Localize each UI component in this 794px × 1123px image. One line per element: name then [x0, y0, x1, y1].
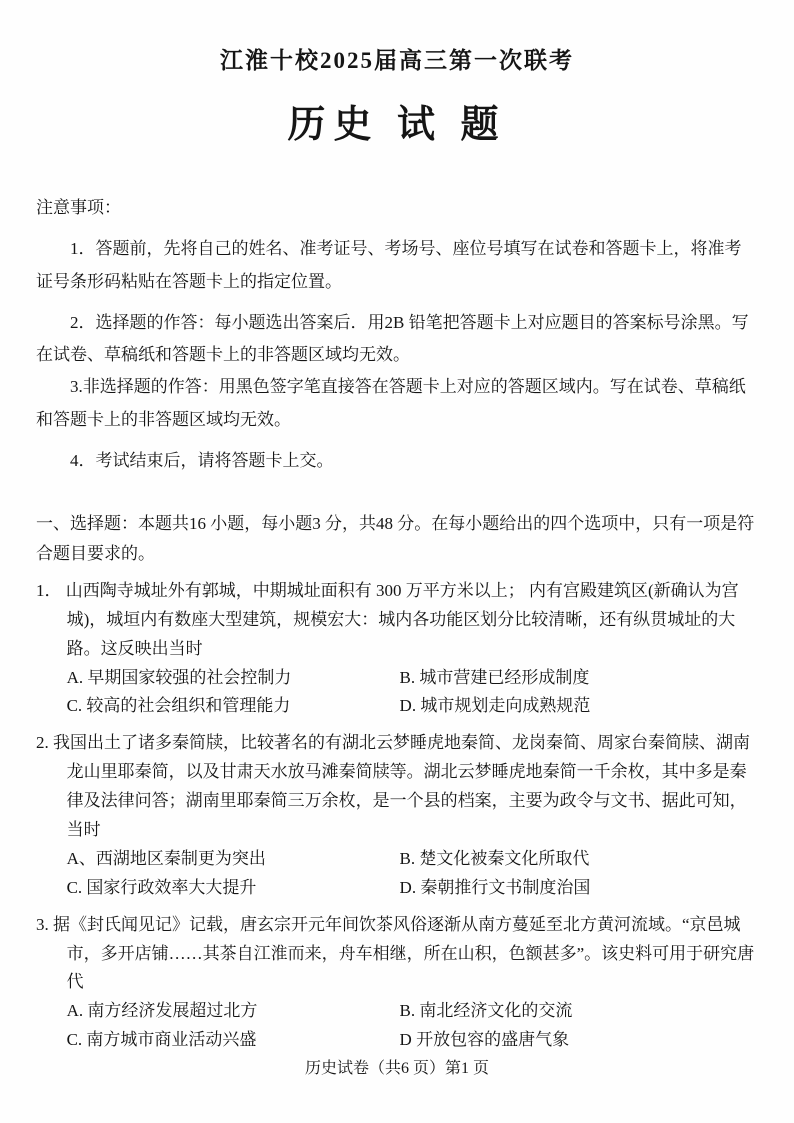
question-1-options	[36, 664, 758, 722]
question-2	[36, 729, 758, 902]
question-3-option-c: C. 南方城市商业活动兴盛	[66, 1030, 257, 1050]
question-1-option-c: C. 较高的社会组织和管理能力	[66, 696, 291, 716]
section-heading: 一、选择题：本题共16 小题，每小题3 分，共48 分。在每小题给出的四个选项中，只有一项是符合题目要求的。	[36, 514, 755, 564]
question-3-stem: 3. 据《封氏闻见记》记载，唐玄宗开元年间饮茶风俗逐渐从南方蔓延至北方黄河流域。“京邑城市，多开店铺……其茶自江淮而来，舟车相继，所在山积，色额甚多”。该史料可用于研究唐代	[36, 914, 755, 992]
question-3	[36, 911, 758, 1055]
question-1	[36, 577, 758, 721]
question-1-option-b: B. 城市营建已经形成制度	[399, 667, 590, 687]
notice-item-3: 3.非选择题的作答：用黑色签字笔直接答在答题卡上对应的答题区域内。写在试卷、草稿纸和答题卡上的非答题区域均无效。	[36, 377, 746, 429]
question-2-option-d: D. 秦朝推行文书制度治国	[399, 877, 591, 897]
notice-item-1: 1．答题前，先将自己的姓名、准考证号、考场号、座位号填写在试卷和答题卡上，将准考证号条形码粘贴在答题卡上的指定位置。	[36, 239, 742, 291]
question-2-option-c: C. 国家行政效率大大提升	[66, 877, 257, 897]
question-1-stem: 1． 山西陶寺城址外有郭城，中期城址面积有 300 万平方米以上； 内有宫殿建筑区(新确认为宫城)，城垣内有数座大型建筑，规模宏大：城内各功能区划分比较清晰，还有纵贯城址的大路。这反映出当时	[36, 580, 739, 658]
question-1-option-d: D. 城市规划走向成熟规范	[399, 696, 591, 716]
question-3-option-d: D 开放包容的盛唐气象	[399, 1030, 570, 1050]
question-2-option-b: B. 楚文化被秦文化所取代	[399, 848, 590, 868]
question-2-stem: 2. 我国出土了诸多秦简牍，比较著名的有湖北云梦睡虎地秦简、龙岗秦简、周家台秦简牍、湖南龙山里耶秦简，以及甘肃天水放马滩秦简牍等。湖北云梦睡虎地秦简一千余枚，其中多是秦律及法律问答；湖南里耶秦简三万余枚，是一个县的档案，主要为政令与文书、据此可知，当时	[36, 733, 750, 839]
question-3-option-b: B. 南北经济文化的交流	[399, 1001, 573, 1021]
notice-item-2: 2．选择题的作答：每小题选出答案后．用2B 铅笔把答题卡上对应题目的答案标号涂黑。写在试卷、草稿纸和答题卡上的非答题区域均无效。	[36, 312, 749, 365]
question-3-option-a: A. 南方经济发展超过北方	[66, 1001, 258, 1021]
notice-heading: 注意事项：	[36, 198, 121, 217]
question-1-option-a: A. 早期国家较强的社会控制力	[66, 667, 292, 687]
exam-subtitle: 历史 试 题	[287, 104, 507, 146]
question-3-options	[36, 997, 758, 1055]
notice-item-4: 4．考试结束后，请将答题卡上交。	[70, 451, 334, 471]
notice-section	[36, 192, 758, 477]
exam-title: 江淮十校2025届高三第一次联考	[220, 48, 574, 73]
question-2-option-a: A、西湖地区秦制更为突出	[66, 848, 266, 868]
page-footer: 历史试卷（共6 页）第1 页	[304, 1060, 489, 1078]
question-2-options	[36, 845, 758, 903]
